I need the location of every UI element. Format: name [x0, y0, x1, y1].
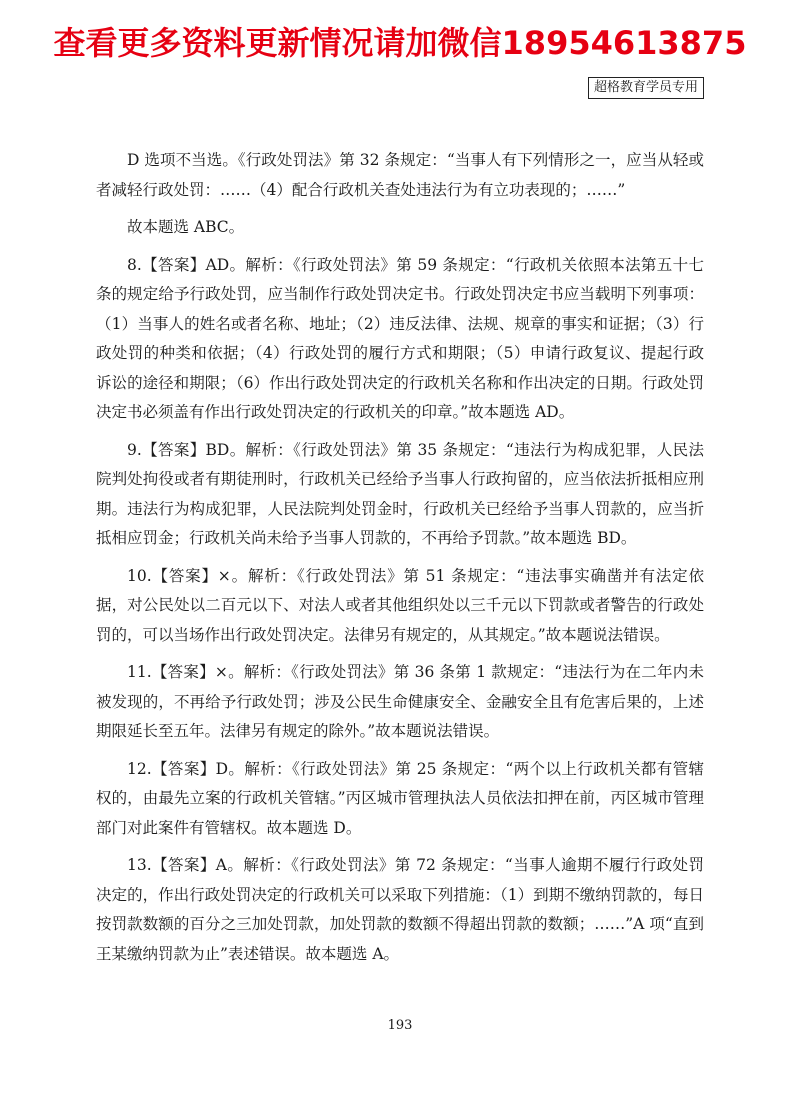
usage-badge: 超格教育学员专用 [588, 77, 704, 99]
paragraph-q12: 12.【答案】D。解析：《行政处罚法》第 25 条规定：“两个以上行政机关都有管辖权的，由最先立案的行政机关管辖。”丙区城市管理执法人员依法扣押在前，丙区城市管理部门对此案件有管辖权。故本题选 D。 [96, 759, 704, 837]
paragraph-q13: 13.【答案】A。解析：《行政处罚法》第 72 条规定：“当事人逾期不履行行政处罚决定的，作出行政处罚决定的行政机关可以采取下列措施：（1）到期不缴纳罚款的，每日按罚款数额的百分之三加处罚款，加处罚款的数额不得超出罚款的数额；……”A 项“直到王某缴纳罚款为止”表述错误。故本题选 A。 [96, 856, 704, 963]
watermark-banner: 查看更多资料更新情况请加微信18954613875 [53, 24, 747, 62]
paragraph-q10: 10.【答案】×。解析：《行政处罚法》第 51 条规定：“违法事实确凿并有法定依据，对公民处以二百元以下、对法人或者其他组织处以三千元以下罚款或者警告的行政处罚的，可以当场作出行政处罚决定。法律另有规定的，从其规定。”故本题说法错误。 [96, 566, 704, 644]
paragraph-d-option: D 选项不当选。《行政处罚法》第 32 条规定：“当事人有下列情形之一，应当从轻或者减轻行政处罚：……（4）配合行政机关查处违法行为有立功表现的；……” [96, 151, 704, 199]
document-body [96, 146, 704, 977]
paragraph-q8: 8.【答案】AD。解析：《行政处罚法》第 59 条规定：“行政机关依照本法第五十七条的规定给予行政处罚，应当制作行政处罚决定书。行政处罚决定书应当载明下列事项：（1）当事人的姓名或者名称、地址；（2）违反法律、法规、规章的事实和证据；（3）行政处罚的种类和依据；（4）行政处罚的履行方式和期限；（5）申请行政复议、提起行政诉讼的途径和期限；（6）作出行政处罚决定的行政机关名称和作出决定的日期。行政处罚决定书必须盖有作出行政处罚决定的行政机关的印章。”故本题选 AD。 [96, 255, 704, 421]
page-number: 193 [387, 1018, 413, 1033]
paragraph-q9: 9.【答案】BD。解析：《行政处罚法》第 35 条规定：“违法行为构成犯罪，人民法院判处拘役或者有期徒刑时，行政机关已经给予当事人行政拘留的，应当依法折抵相应刑期。违法行为构成犯罪，人民法院判处罚金时，行政机关已经给予当事人罚款的，应当折抵相应罚金；行政机关尚未给予当事人罚款的，不再给予罚款。”故本题选 BD。 [96, 440, 704, 547]
paragraph-answer-abc: 故本题选 ABC。 [127, 218, 245, 236]
paragraph-q11: 11.【答案】×。解析：《行政处罚法》第 36 条第 1 款规定：“违法行为在二年内未被发现的，不再给予行政处罚；涉及公民生命健康安全、金融安全且有危害后果的，上述期限延长至五年。法律另有规定的除外。”故本题说法错误。 [96, 663, 704, 740]
